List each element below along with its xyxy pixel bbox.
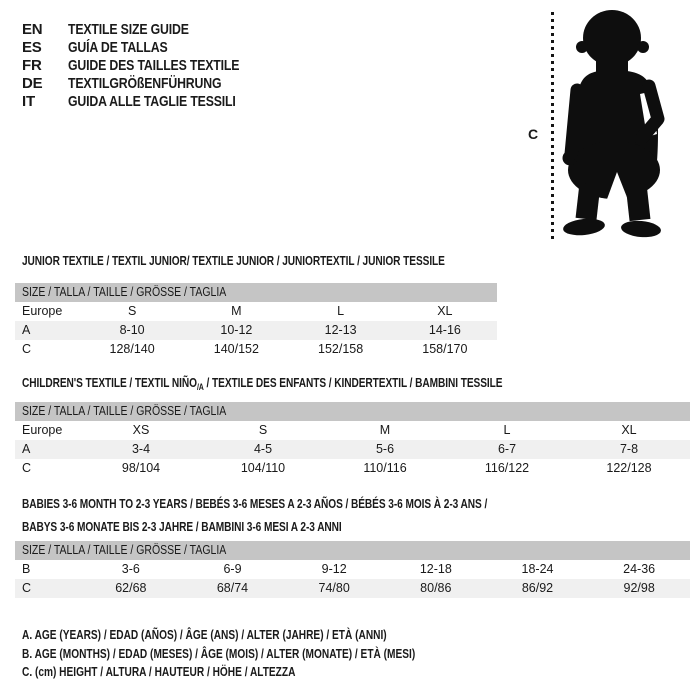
size-cell: 128/140	[109, 342, 155, 356]
section-title-text: CHILDREN'S TEXTILE / TEXTIL NIÑO	[22, 375, 197, 390]
table-row	[15, 302, 497, 321]
language-title: TEXTILGRÖßENFÜHRUNG	[68, 75, 222, 92]
row-label: Europe	[22, 304, 63, 318]
size-cell: 14-16	[428, 323, 461, 337]
table-row	[15, 560, 690, 579]
height-measure-dotted-line	[551, 12, 554, 242]
language-title: GUIDE DES TAILLES TEXTILE	[68, 57, 240, 74]
section-title-text: JUNIOR TEXTILE / TEXTIL JUNIOR/ TEXTILE JUNIOR / JUNIORTEXTIL / JUNIOR TESSILE	[22, 253, 445, 268]
baby-silhouette-icon	[557, 8, 669, 238]
size-cell: L	[337, 304, 345, 318]
language-title: TEXTILE SIZE GUIDE	[68, 21, 189, 38]
size-cell: 10-12	[220, 323, 253, 337]
language-code: EN	[22, 21, 43, 38]
size-cell: XL	[437, 304, 453, 318]
language-code: IT	[22, 93, 35, 110]
size-cell: 122/128	[606, 461, 652, 475]
row-label: A	[22, 323, 31, 337]
section-title-junior	[22, 252, 564, 275]
size-cell: 5-6	[375, 442, 395, 456]
section-title-text: / TEXTILE DES ENFANTS / KINDERTEXTIL / BAMBINI TESSILE	[203, 375, 503, 390]
section-title-text: BABIES 3-6 MONTH TO 2-3 YEARS / BEBÉS 3-6 MESES A 2-3 AÑOS / BÉBÉS 3-6 MOIS À 2-3 ANS /	[22, 496, 488, 511]
size-cell: XL	[621, 423, 637, 437]
babies-size-table	[15, 541, 690, 598]
size-header-label: SIZE / TALLA / TAILLE / GRÖSSE / TAGLIA	[22, 404, 227, 418]
table-row	[15, 340, 497, 359]
language-list	[22, 21, 277, 111]
size-cell: M	[231, 304, 242, 318]
row-label: C	[22, 342, 32, 356]
size-cell: 12-18	[419, 562, 452, 576]
size-cell: 80/86	[420, 581, 452, 595]
measure-legend	[22, 626, 526, 682]
row-label: B	[22, 562, 31, 576]
size-cell: 140/152	[213, 342, 259, 356]
size-cell: 6-7	[497, 442, 517, 456]
section-title-babies	[22, 495, 618, 535]
section-title-subscript: /A	[196, 382, 204, 392]
language-code: FR	[22, 57, 42, 74]
size-header-label: SIZE / TALLA / TAILLE / GRÖSSE / TAGLIA	[22, 543, 227, 557]
row-label: Europe	[22, 423, 63, 437]
size-cell: 92/98	[623, 581, 655, 595]
size-cell: 104/110	[240, 461, 286, 475]
size-cell: 98/104	[121, 461, 161, 475]
size-cell: 7-8	[619, 442, 639, 456]
measure-label-c: C	[528, 126, 539, 142]
size-cell: XS	[132, 423, 150, 437]
size-cell: 74/80	[318, 581, 350, 595]
language-code: DE	[22, 75, 43, 92]
legend-text: B. AGE (MONTHS) / EDAD (MESES) / ÂGE (MOIS) / ALTER (MONATE) / ETÀ (MESI)	[22, 645, 416, 661]
section-title-line2: BABYS 3-6 MONATE BIS 2-3 JAHRE / BAMBINI 3-6 MESI A 2-3 ANNI	[22, 518, 342, 534]
legend-line-a	[22, 626, 526, 645]
size-header-bar	[15, 541, 690, 560]
size-cell: 24-36	[623, 562, 656, 576]
junior-size-table	[15, 283, 497, 359]
row-label: C	[22, 461, 32, 475]
language-row	[22, 57, 277, 75]
language-row	[22, 21, 277, 39]
table-row	[15, 579, 690, 598]
legend-text: A. AGE (YEARS) / EDAD (AÑOS) / ÂGE (ANS) / ALTER (JAHRE) / ETÀ (ANNI)	[22, 627, 387, 642]
table-row	[15, 440, 690, 459]
size-cell: 152/158	[318, 342, 364, 356]
language-title: GUÍA DE TALLAS	[68, 39, 168, 56]
size-cell: 158/170	[422, 342, 468, 356]
language-row	[22, 75, 277, 93]
size-cell: 3-6	[121, 562, 140, 576]
size-cell: 12-13	[324, 323, 357, 337]
size-cell: 8-10	[119, 323, 145, 337]
size-cell: M	[379, 423, 391, 437]
legend-line-b	[22, 645, 526, 664]
table-row	[15, 321, 497, 340]
table-row	[15, 459, 690, 478]
size-header-bar	[15, 283, 497, 302]
size-header-label: SIZE / TALLA / TAILLE / GRÖSSE / TAGLIA	[22, 285, 227, 299]
children-size-table	[15, 402, 690, 478]
size-cell: 18-24	[521, 562, 554, 576]
size-cell: 4-5	[253, 442, 273, 456]
legend-text: C. (cm) HEIGHT / ALTURA / HAUTEUR / HÖHE / ALTEZZA	[22, 664, 296, 679]
size-cell: 6-9	[223, 562, 242, 576]
size-cell: L	[503, 423, 511, 437]
size-cell: 116/122	[484, 461, 530, 475]
section-title-children	[22, 374, 638, 397]
legend-line-c	[22, 663, 526, 682]
size-cell: S	[258, 423, 268, 437]
size-cell: 110/116	[363, 461, 407, 475]
row-label: A	[22, 442, 31, 456]
table-row	[15, 421, 690, 440]
size-cell: 86/92	[521, 581, 554, 595]
language-row	[22, 93, 277, 111]
size-cell: S	[127, 304, 137, 318]
size-cell: 62/68	[115, 581, 147, 595]
size-cell: 68/74	[216, 581, 249, 595]
size-cell: 9-12	[321, 562, 347, 576]
row-label: C	[22, 581, 32, 595]
language-row	[22, 39, 277, 57]
size-cell: 3-4	[131, 442, 151, 456]
language-code: ES	[22, 39, 42, 56]
language-title: GUIDA ALLE TAGLIE TESSILI	[68, 93, 236, 110]
size-header-bar	[15, 402, 690, 421]
